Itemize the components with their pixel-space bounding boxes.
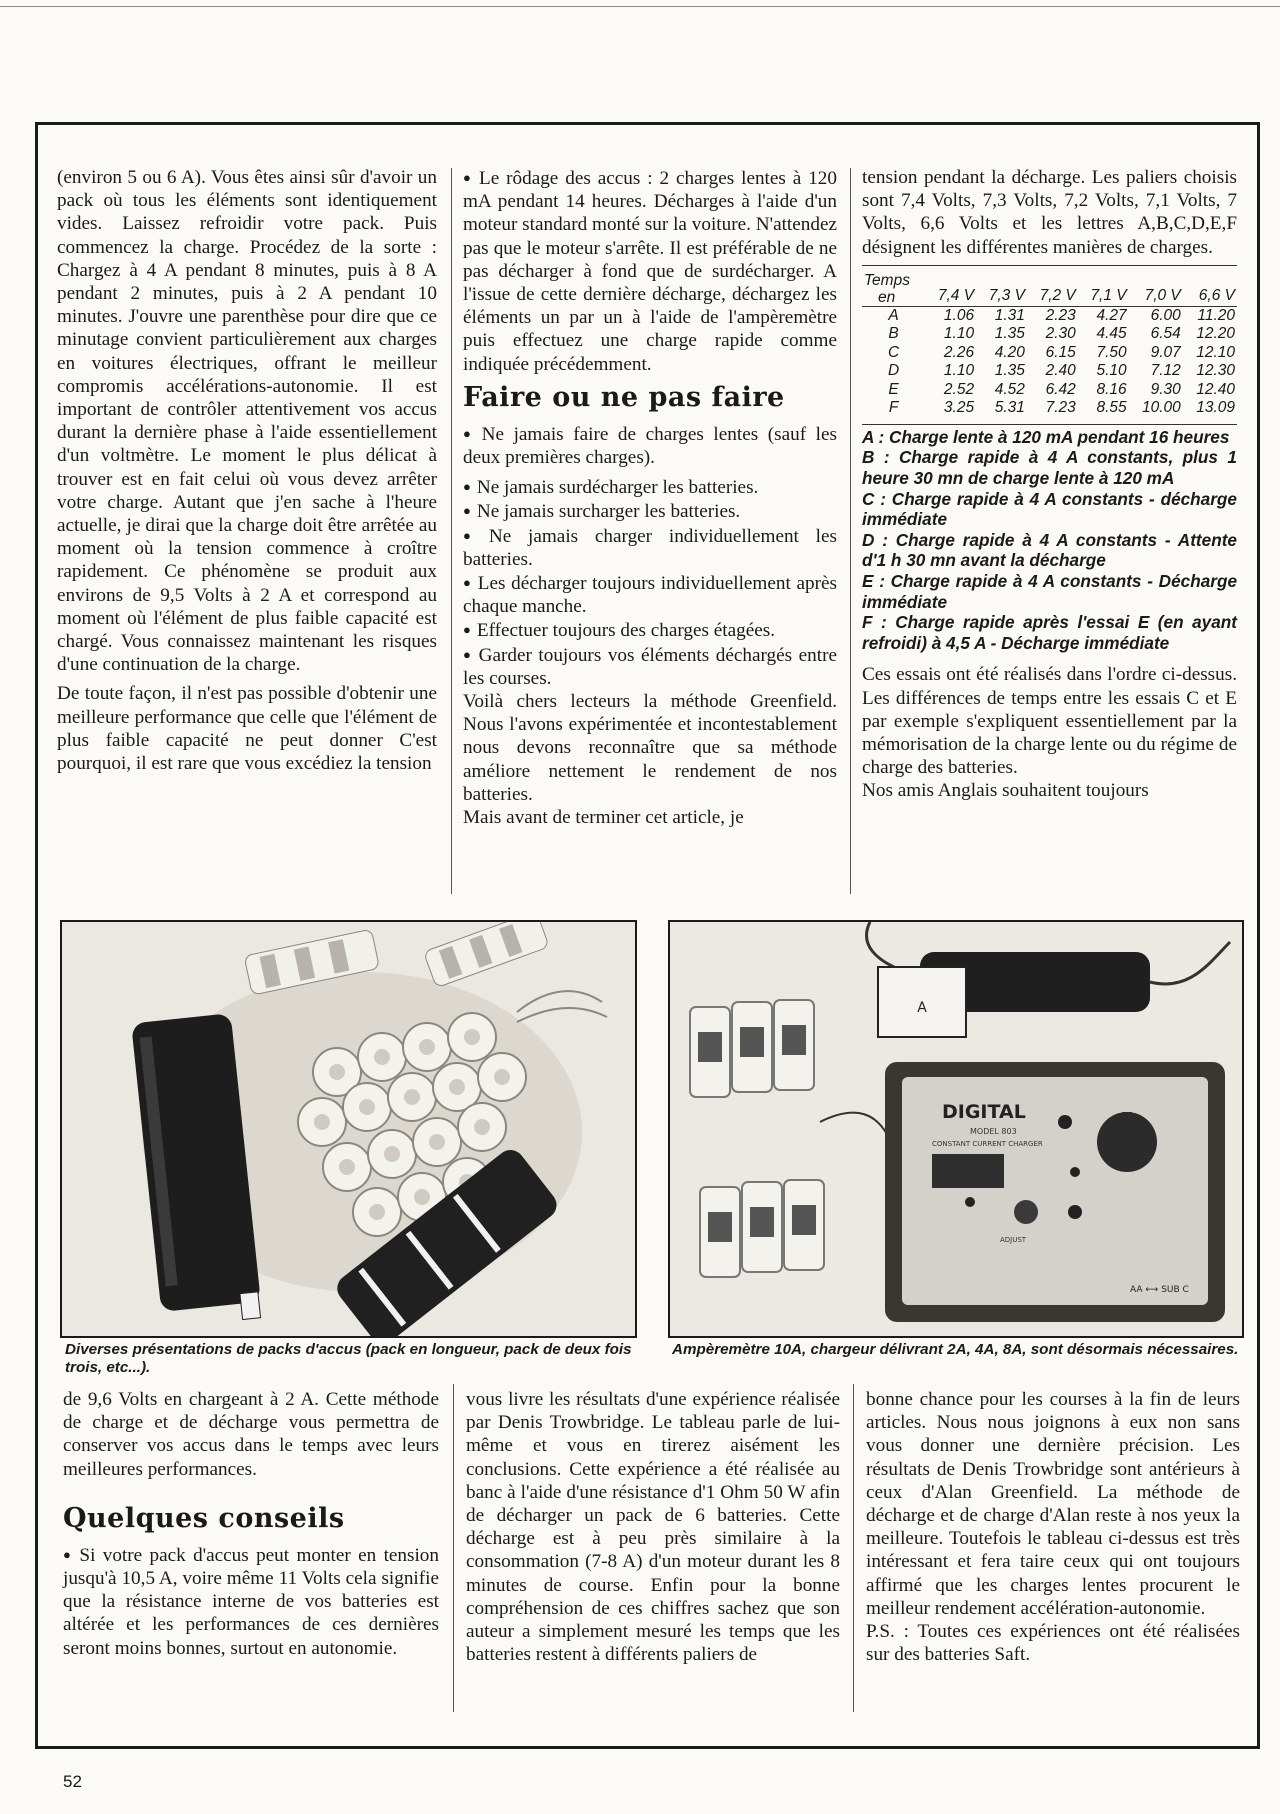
photo-charger-ammeter (668, 920, 1244, 1338)
bullet-icon (463, 168, 479, 189)
bullet-icon (463, 620, 477, 641)
table-cell: 11.20 (1197, 306, 1235, 324)
table-cell: 1.10 (943, 362, 975, 380)
bullet-icon (463, 477, 477, 498)
charger-model: MODEL 803 (970, 1127, 1017, 1136)
row-label: A (888, 306, 899, 324)
legend-item: A : Charge lente à 120 mA pendant 16 heures (862, 426, 1230, 447)
table (862, 272, 1237, 418)
table-cell: 2.30 (1045, 325, 1076, 343)
bullet-item (463, 618, 837, 642)
table-cell: 4.27 (1096, 306, 1127, 324)
table-cell: 12.40 (1196, 380, 1235, 398)
table-row (862, 344, 1237, 363)
table-cell: 1.31 (994, 306, 1025, 324)
legend-item: F : Charge rapide après l'essai E (en ayant refroidi) à 4,5 A - Décharge immédiate (862, 612, 1237, 653)
bullet-text: Les décharger toujours individuellement après chaque manche. (463, 573, 837, 618)
table-cell: 12.30 (1196, 362, 1235, 380)
paragraph: P.S. : Toutes ces expériences ont été réalisées sur des batteries Saft. (866, 1621, 1240, 1666)
table-cell: 1.35 (994, 362, 1025, 380)
table-cell: 8.16 (1096, 380, 1127, 398)
table-cell: 4.52 (994, 380, 1025, 398)
section-heading: Faire ou ne pas faire (463, 381, 785, 413)
bullet-icon (463, 645, 479, 666)
bullet-item (463, 422, 837, 469)
table-cell: 6.15 (1045, 343, 1076, 361)
paragraph: (environ 5 ou 6 A). Vous êtes ainsi sûr d'avoir un pack où tous les éléments sont identiquement vides. Laissez refroidir votre pack. Puis commencez la charge. Procédez de la sorte : Chargez à 4 A pendant 8 minutes, puis à 8 A pendant 2 minutes, puis à 2 A pendant 10 minutes. J'ouvre une parenthèse pour dire que ce minutage convient particulièrement aux charges en voitures électriques, offrant le meilleur compromis accélérations-autonomie. Il est important de contrôler attentivement vos accus durant la dernière phase à l'aide essentiellement d'un voltmètre. Le moment le plus délicat à trouver est en fait celui où vous devez arrêter votre charge. Autant que j'en sache à l'heure actuelle, je dirai que la charge doit être arrêtée au moment où la tension commence à croître rapidement. Ce phénomène se produit aux environs de 9,5 Volts à 2 A et correspond au moment où l'élément de plus faible capacité est chargé. Vous connaissez maintenant les risques d'une continuation de la charge. (57, 167, 437, 676)
bullet-text: Ne jamais faire de charges lentes (sauf les deux premières charges). (463, 423, 837, 469)
paragraph: Ces essais ont été réalisés dans l'ordre ci-dessus. Les différences de temps entre les essais C et E par exemple s'expliquent essentiellement par la mémorisation de la charge lente ou du régime de charge des batteries. (862, 664, 1237, 779)
bullet-item (463, 524, 837, 571)
bullet-item (463, 571, 837, 618)
table-cell: 13.09 (1196, 399, 1235, 417)
bullet-icon (463, 501, 477, 522)
bullet-text: Ne jamais surcharger les batteries. (476, 501, 741, 523)
table-cell: 8.55 (1096, 399, 1127, 417)
table-cell: 7.23 (1045, 399, 1076, 417)
col-header: 7,2 V (1039, 287, 1076, 305)
col-header: 7,3 V (988, 287, 1025, 305)
photo-caption-right: Ampèremètre 10A, chargeur délivrant 2A, 4A, 8A, sont désormais nécessaires. (672, 1341, 1239, 1358)
col-header: 6,6 V (1198, 287, 1235, 305)
column-rule (850, 168, 851, 894)
table-cell: 1.10 (943, 325, 975, 343)
bullet-item (463, 499, 837, 523)
legend-item: D : Charge rapide à 4 A constants - Attente d'1 h 30 mn avant la décharge (862, 529, 1237, 571)
table-cell: 1.35 (994, 325, 1025, 343)
charger-brand: DIGITAL (942, 1101, 1026, 1123)
paragraph: Mais avant de terminer cet article, je (463, 807, 744, 829)
bullet-icon (463, 424, 482, 445)
bullet-item (63, 1543, 439, 1660)
row-label: B (888, 325, 899, 343)
bullet-item (463, 643, 837, 690)
table-row (862, 362, 1237, 381)
column-3-top (862, 166, 1237, 803)
corner-line-1: Temps (864, 271, 910, 289)
bullet-icon (463, 573, 478, 594)
paragraph: vous livre les résultats d'une expérience réalisée par Denis Trowbridge. Le tableau parle de lui-même et vous en tirerez aisément les conclusions. Cette expérience a été réalisée au banc à l'aide d'une résistance d'1 Ohm 50 W afin de décharger un pack de 6 batteries. Cette décharge est à peu près similaire à la consommation (7-8 A) d'un moteur durant les 8 minutes de course. Enfin pour la bonne compréhension de ces chiffres sachez que son auteur a simplement mesuré les temps que les batteries restent à différents paliers de (466, 1389, 840, 1666)
table-cell: 2.23 (1045, 306, 1076, 324)
battery-packs-illustration (62, 922, 635, 1336)
paragraph: bonne chance pour les courses à la fin de leurs articles. Nous nous joignons à eux non sans vous donner une dernière précision. Les résultats de Denis Trowbridge sont antérieurs à ceux d'Alan Greenfield. La méthode de décharge et de charge d'Alan reste à nos yeux la meilleure. Toutefois le tableau ci-dessus est très intéressant et fera taire ceux qui ont toujours affirmé que les charges lentes procurent le meilleur rendement accélération-autonomie. (866, 1389, 1240, 1619)
table-cell: 2.52 (943, 380, 975, 398)
paragraph: Nos amis Anglais souhaitent toujours (862, 780, 1149, 802)
row-label: F (888, 399, 899, 417)
table-cell: 4.45 (1096, 325, 1127, 343)
table-cell: 1.06 (943, 306, 975, 324)
legend-item: B : Charge rapide à 4 A constants, plus 1 heure 30 mn de charge lente à 120 mA (862, 447, 1237, 488)
table-cell: 6.42 (1045, 380, 1076, 398)
table-row (862, 325, 1237, 344)
table-body (862, 306, 1237, 418)
table-cell: 5.31 (994, 399, 1025, 417)
table-row (862, 399, 1237, 418)
bullet-text: Ne jamais charger individuellement les batteries. (463, 525, 837, 570)
bullet-item (463, 475, 837, 499)
charger-bottom-label: AA ⟷ SUB C (1130, 1285, 1189, 1295)
column-rule (453, 1384, 454, 1712)
page-number: 52 (63, 1772, 82, 1791)
bullet-text: Si votre pack d'accus peut monter en tension jusqu'à 10,5 A, voire même 11 Volts cela signifie que la résistance interne de vos batteries est altérée et les performances de ces dernières seront moins bonnes, surtout en autonomie. (63, 1544, 439, 1659)
section-heading: Quelques conseils (63, 1502, 345, 1534)
table-cell: 2.40 (1045, 362, 1076, 380)
column-2-bottom (466, 1388, 840, 1672)
row-label: E (888, 380, 899, 398)
table-row (862, 306, 1237, 325)
top-rule (0, 6, 1280, 7)
table-legend (862, 424, 1237, 654)
paragraph (463, 166, 837, 376)
paragraph: de 9,6 Volts en chargeant à 2 A. Cette méthode de charge et de décharge vous permettra de conserver vos accus dans le temps avec leurs meilleures performances. (63, 1389, 439, 1480)
column-2-top (463, 166, 837, 829)
paragraph: Voilà chers lecteurs la méthode Greenfield. Nous l'avons expérimentée et incontestablement nous devons reconnaître que sa méthode améliore nettement le rendement de nos batteries. (463, 691, 837, 805)
legend-item: C : Charge rapide à 4 A constants - décharge immédiate (862, 488, 1237, 530)
table-cell: 10.00 (1141, 399, 1181, 417)
table-cell: 12.20 (1196, 325, 1235, 343)
charger-subtitle: CONSTANT CURRENT CHARGER (932, 1140, 1043, 1148)
bullet-icon (463, 526, 489, 547)
column-1-bottom (63, 1388, 439, 1666)
table-cell: 12.10 (1196, 343, 1235, 361)
col-header: 7,1 V (1090, 287, 1127, 305)
legend-item: E : Charge rapide à 4 A constants - Décharge immédiate (862, 570, 1237, 612)
table-cell: 6.54 (1150, 325, 1181, 343)
table-cell: 6.00 (1150, 306, 1181, 324)
row-label: D (888, 362, 900, 380)
table-cell: 3.25 (943, 399, 975, 417)
table-cell: 4.20 (994, 343, 1025, 361)
bullet-text: Effectuer toujours des charges étagées. (476, 620, 776, 642)
column-rule (853, 1384, 854, 1712)
bullet-text: Ne jamais surdécharger les batteries. (476, 477, 759, 499)
column-rule (451, 168, 452, 894)
paragraph-text: Le rôdage des accus : 2 charges lentes à 120 mA pendant 14 heures. Décharges à l'aide d'un moteur standard monté sur la voiture. N'attendez pas que le moteur s'arrête. Il est préférable de ne pas décharger à fond que de surdécharger. A l'issue de cette dernière décharge, déchargez les éléments un par un à l'aide de l'ampèremètre puis effectuez une charge rapide comme indiquée précédemment. (463, 168, 837, 375)
table-cell: 9.07 (1150, 343, 1181, 361)
table-cell: 7.12 (1150, 362, 1181, 380)
bullet-text: Garder toujours vos éléments déchargés entre les courses. (463, 644, 837, 689)
bullet-icon (63, 1545, 79, 1566)
table-cell: 7.50 (1096, 343, 1127, 361)
column-1-top (57, 166, 437, 781)
row-label: C (888, 343, 900, 361)
ammeter-label: A (917, 1000, 927, 1016)
photo-battery-packs (60, 920, 637, 1338)
results-table (862, 265, 1237, 418)
col-header: 7,0 V (1144, 287, 1181, 305)
table-cell: 2.26 (943, 343, 975, 361)
paragraph: tension pendant la décharge. Les paliers choisis sont 7,4 Volts, 7,3 Volts, 7,2 Volts, 7,1 Volts, 7 Volts, 6,6 Volts et les lettres A,B,C,D,E,F désignent les différentes manières de charges. (862, 167, 1237, 258)
column-3-bottom (866, 1388, 1240, 1666)
paragraph: De toute façon, il n'est pas possible d'obtenir une meilleure performance que celle que l'élément de plus faible capacité ne peut donner C'est pourquoi, il est rare que vous excédiez la tension (57, 683, 437, 775)
table-corner (862, 272, 925, 307)
table-cell: 5.10 (1096, 362, 1127, 380)
photo-caption-left: Diverses présentations de packs d'accus (pack en longueur, pack de deux fois trois, etc...). (65, 1341, 632, 1376)
col-header: 7,4 V (937, 287, 975, 305)
table-cell: 9.30 (1150, 380, 1181, 398)
charger-adjust: ADJUST (1000, 1236, 1027, 1244)
charger-illustration (670, 922, 1242, 1336)
corner-line-2: en (878, 288, 896, 306)
table-row (862, 381, 1237, 400)
